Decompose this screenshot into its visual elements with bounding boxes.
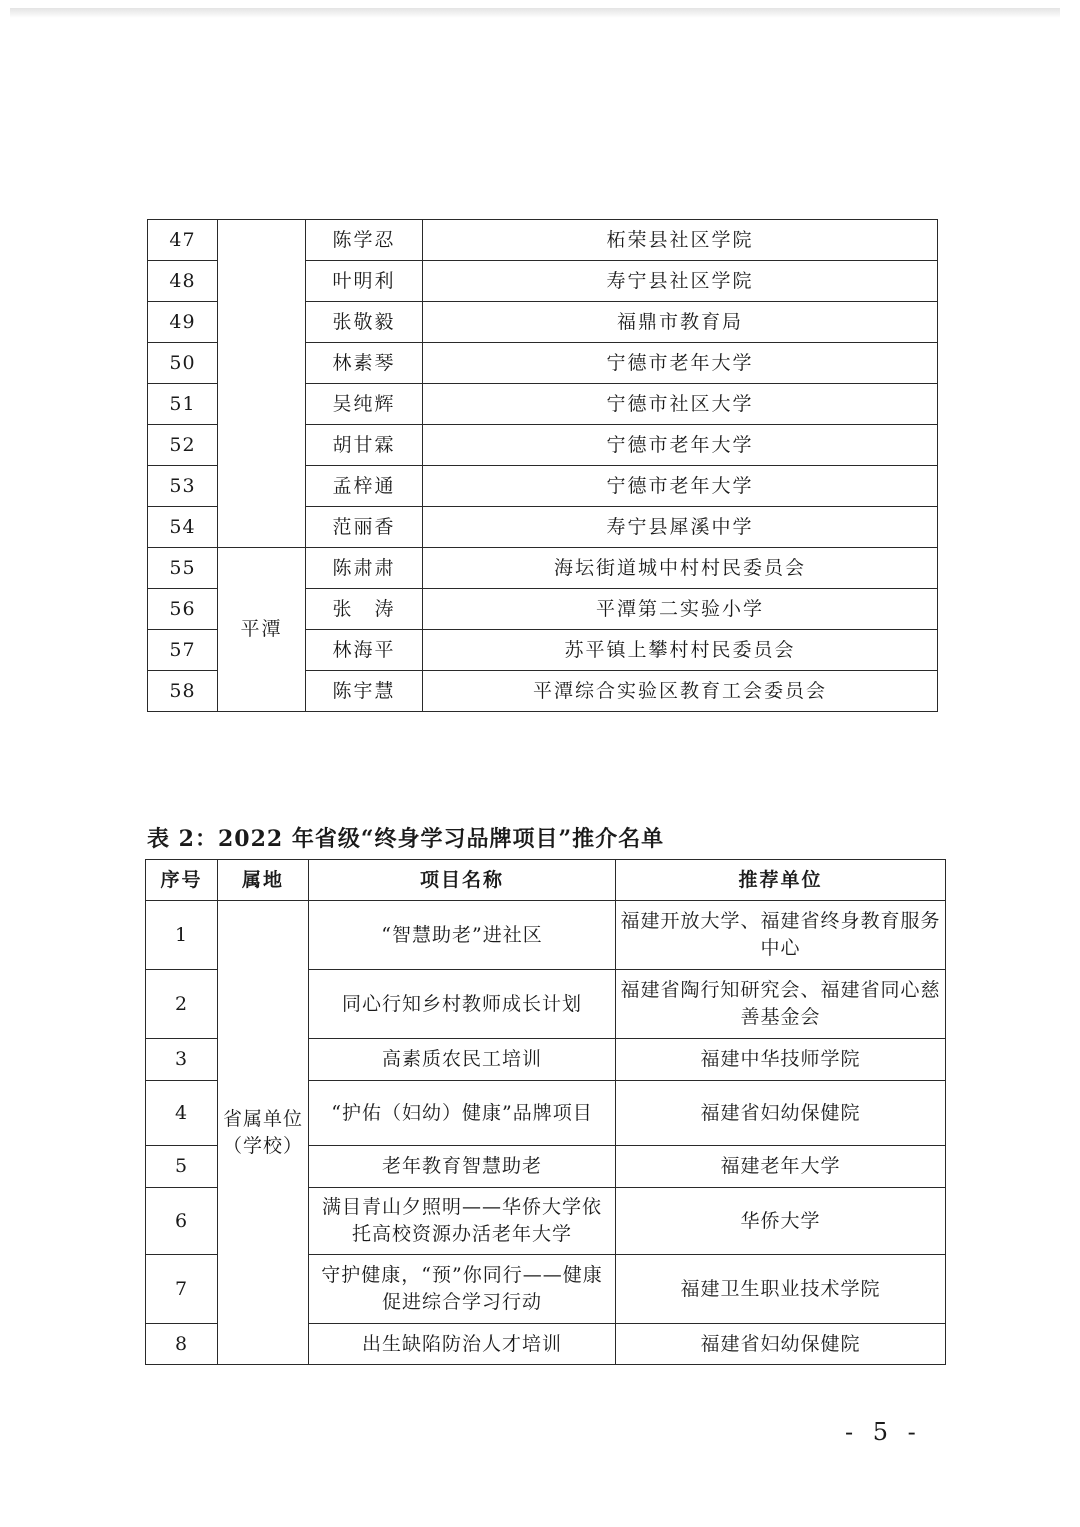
- work-unit: 平潭综合实验区教育工会委员会: [423, 671, 938, 712]
- row-number: 52: [148, 425, 218, 466]
- project-name: 高素质农民工培训: [309, 1039, 616, 1081]
- work-unit: 苏平镇上攀村村民委员会: [423, 630, 938, 671]
- row-number: 2: [146, 970, 218, 1039]
- person-name: 陈宇慧: [306, 671, 423, 712]
- work-unit: 福鼎市教育局: [423, 302, 938, 343]
- person-name: 张敬毅: [306, 302, 423, 343]
- row-number: 57: [148, 630, 218, 671]
- recommending-unit: 福建省妇幼保健院: [616, 1324, 946, 1365]
- recommending-unit: 福建开放大学、福建省终身教育服务中心: [616, 901, 946, 970]
- page-number: - 5 -: [845, 1418, 922, 1446]
- row-number: 48: [148, 261, 218, 302]
- project-name: 满目青山夕照明——华侨大学依托高校资源办活老年大学: [309, 1188, 616, 1255]
- work-unit: 柘荣县社区学院: [423, 220, 938, 261]
- row-number: 56: [148, 589, 218, 630]
- region-cell-pingtan: 平潭: [218, 548, 306, 712]
- work-unit: 平潭第二实验小学: [423, 589, 938, 630]
- work-unit: 寿宁县犀溪中学: [423, 507, 938, 548]
- region-cell-provincial: [218, 901, 309, 1365]
- person-name: 陈肃肃: [306, 548, 423, 589]
- project-name: 出生缺陷防治人才培训: [309, 1324, 616, 1365]
- person-name: 张 涛: [306, 589, 423, 630]
- person-name: 吴纯辉: [306, 384, 423, 425]
- table-nominees-continued: [147, 219, 938, 712]
- recommending-unit: 华侨大学: [616, 1188, 946, 1255]
- row-number: 58: [148, 671, 218, 712]
- table1-body: [148, 220, 938, 712]
- work-unit: 宁德市老年大学: [423, 343, 938, 384]
- project-name: 老年教育智慧助老: [309, 1146, 616, 1188]
- project-name: 同心行知乡村教师成长计划: [309, 970, 616, 1039]
- header-no: 序号: [146, 860, 218, 901]
- row-number: 47: [148, 220, 218, 261]
- row-number: 3: [146, 1039, 218, 1081]
- recommending-unit: 福建中华技师学院: [616, 1039, 946, 1081]
- header-unit: 推荐单位: [616, 860, 946, 901]
- table-row: [148, 548, 938, 589]
- person-name: 范丽香: [306, 507, 423, 548]
- work-unit: 海坛街道城中村村民委员会: [423, 548, 938, 589]
- person-name: 陈学忍: [306, 220, 423, 261]
- region-line-1: 省属单位: [222, 1107, 303, 1130]
- project-name: 守护健康，“预”你同行——健康促进综合学习行动: [309, 1255, 616, 1324]
- table2-header: [146, 860, 946, 901]
- row-number: 6: [146, 1188, 218, 1255]
- header-row: [146, 860, 946, 901]
- work-unit: 宁德市老年大学: [423, 466, 938, 507]
- row-number: 54: [148, 507, 218, 548]
- region-line-2: （学校）: [222, 1134, 303, 1157]
- work-unit: 宁德市社区大学: [423, 384, 938, 425]
- work-unit: 宁德市老年大学: [423, 425, 938, 466]
- table2-caption: 表 2：2022 年省级“终身学习品牌项目”推介名单: [147, 826, 665, 852]
- project-name: “智慧助老”进社区: [309, 901, 616, 970]
- row-number: 8: [146, 1324, 218, 1365]
- row-number: 50: [148, 343, 218, 384]
- person-name: 林素琴: [306, 343, 423, 384]
- header-project: 项目名称: [309, 860, 616, 901]
- row-number: 49: [148, 302, 218, 343]
- header-region: 属地: [218, 860, 309, 901]
- recommending-unit: 福建省妇幼保健院: [616, 1081, 946, 1146]
- project-name: “护佑（妇幼）健康”品牌项目: [309, 1081, 616, 1146]
- person-name: 林海平: [306, 630, 423, 671]
- row-number: 1: [146, 901, 218, 970]
- scan-edge: [10, 8, 1060, 18]
- table2-body: [146, 901, 946, 1365]
- region-cell-blank: [218, 220, 306, 548]
- table-row: [146, 901, 946, 970]
- row-number: 5: [146, 1146, 218, 1188]
- recommending-unit: 福建卫生职业技术学院: [616, 1255, 946, 1324]
- row-number: 55: [148, 548, 218, 589]
- person-name: 叶明利: [306, 261, 423, 302]
- row-number: 4: [146, 1081, 218, 1146]
- person-name: 孟梓通: [306, 466, 423, 507]
- person-name: 胡甘霖: [306, 425, 423, 466]
- row-number: 7: [146, 1255, 218, 1324]
- row-number: 53: [148, 466, 218, 507]
- row-number: 51: [148, 384, 218, 425]
- table-row: [148, 220, 938, 261]
- recommending-unit: 福建省陶行知研究会、福建省同心慈善基金会: [616, 970, 946, 1039]
- work-unit: 寿宁县社区学院: [423, 261, 938, 302]
- recommending-unit: 福建老年大学: [616, 1146, 946, 1188]
- table-brand-projects: [145, 859, 946, 1365]
